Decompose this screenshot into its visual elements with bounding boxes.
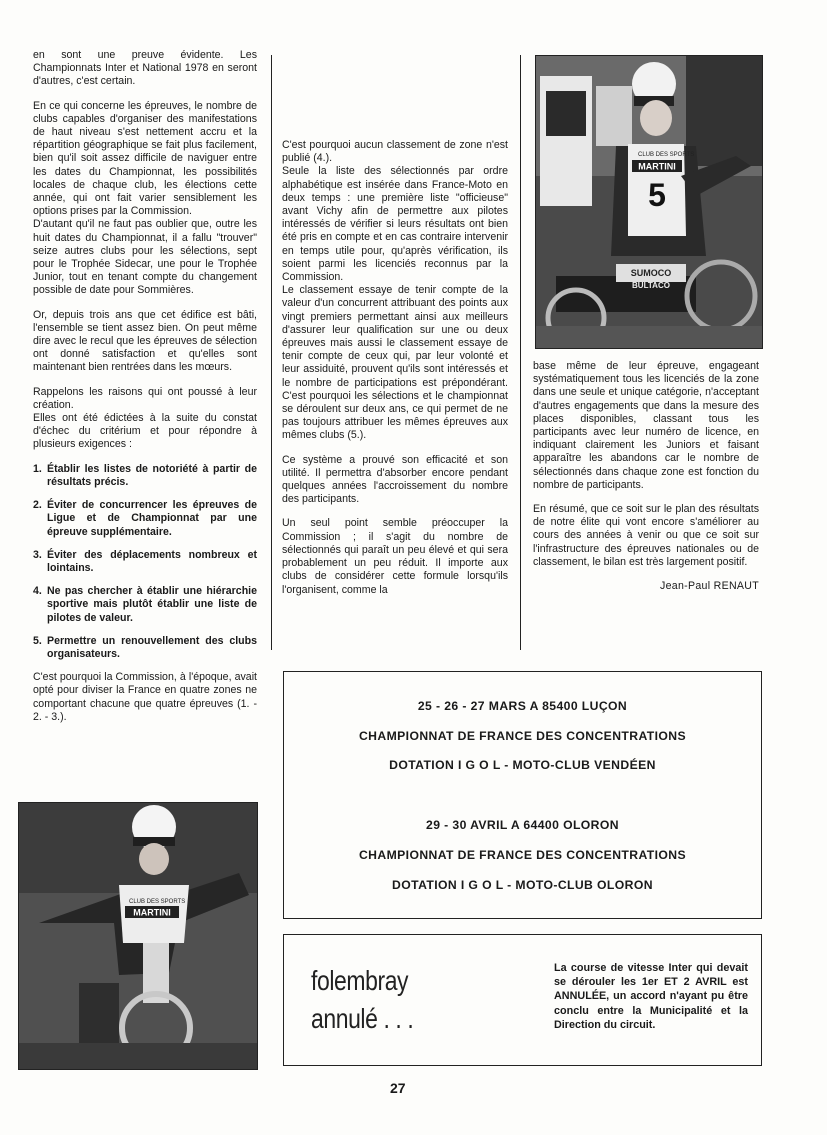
article-column-2 (282, 139, 508, 608)
paragraph: Or, depuis trois ans que cet édifice est bâti, l'ensemble se tient assez bien. On peut même dire avec le recul que les épreuves de sélection ont donné satisfaction et qu'elles sont maintenant bien rentrées dans les mœurs. (33, 308, 257, 374)
paragraph: Rappelons les raisons qui ont poussé à leur création. (33, 385, 257, 411)
events-box (283, 671, 762, 919)
page-number: 27 (390, 1080, 406, 1096)
list-item (33, 499, 257, 539)
paragraph: Ce système a prouvé son efficacité et son utilité. Il permettra d'absorber encore pendant quelques années l'accroissement du nombre des participants. (282, 453, 508, 506)
paragraph: base même de leur épreuve, engageant systématiquement tous les licenciés de la zone dans une seule et unique catégorie, n'acceptant d'autres engagements que dans la mesure des places disponibles, classant tous les participants avec leur numéro de licence, en indiquant clairement les Juniors et faisant apparaître les abandons car le nombre de sélectionnés dans chaque zone est fonction du nombre de participants. (533, 360, 759, 491)
list-text: Permettre un renouvellement des clubs organisateurs. (47, 634, 257, 660)
list-number: 5. (33, 634, 42, 647)
column-divider (271, 55, 272, 650)
photo-rider-with-bike (535, 55, 763, 349)
list-text: Ne pas chercher à établir une hiérarchie sportive mais plutôt établir une liste de pilotes de valeur. (47, 585, 257, 624)
event-1-dotation: DOTATION I G O L - MOTO-CLUB VENDÉEN (389, 758, 656, 772)
list-text: Éviter de concurrencer les épreuves de Ligue et de Championnat par une épreuve supplémentaire. (47, 499, 257, 538)
paragraph: En résumé, que ce soit sur le plan des résultats de notre élite qui vont encore s'améliorer au cours des années à venir ou que ce soit sur l'infrastructure des épreuves nationales ou de classement, le bilan est très largement positif. (533, 503, 759, 568)
event-2-date: 29 - 30 AVRIL A 64400 OLORON (426, 818, 619, 832)
bib-club-text: CLUB DES SPORTS (129, 899, 186, 905)
tank-brand-text: SUMOCO (630, 268, 672, 278)
notice-headline-line-1: folembray (311, 965, 409, 996)
event-1-title: CHAMPIONNAT DE FRANCE DES CONCENTRATIONS (358, 729, 686, 743)
list-item (33, 635, 257, 661)
list-item (33, 463, 257, 489)
article-column-1 (33, 49, 257, 735)
photo-rider-jumping (18, 802, 258, 1070)
event-1-date: 25 - 26 - 27 MARS A 85400 LUÇON (417, 699, 628, 713)
paragraph: D'autant qu'il ne faut pas oublier que, outre les huit dates du Championnat, il a fallu "trouver" seize autres clubs pour les sélections, sept pour le Trophée Sidecar, une pour le Trophée Junior, tout en tenant compte du changement possible de date pour Sommières. (33, 218, 257, 297)
author-signature: Jean-Paul RENAUT (659, 580, 759, 593)
list-text: Établir les listes de notoriété à partir de résultats précis. (47, 462, 257, 488)
requirements-list (33, 463, 257, 661)
paragraph: Seule la liste des sélectionnés par ordre alphabétique est insérée dans France-Moto en deux temps : une première liste "officieuse" avant Vichy afin de permettre aux pilotes intéressés de vérifier si leurs résultats ont bien été pris en compte et en cas contraire intervenir en temps utile pour, qu'après vérification, ils soient parmi les licenciés reconnus par la Commission. (282, 165, 508, 284)
list-number: 4. (33, 585, 42, 598)
paragraph: Un seul point semble préoccuper la Commission ; il s'agit du nombre de sélectionnés qui paraît un peu élevé et qui sera probablement un peu réduit. Il importe aux clubs de considérer cette formule lorsqu'ils l'organisent, comme la (282, 517, 508, 596)
bib-brand-text: MARTINI (133, 907, 171, 918)
paragraph: Elles ont été édictées à la suite du constat d'échec du critérium et pour répondre à plusieurs exigences : (33, 412, 257, 451)
article-column-3 (533, 360, 759, 593)
bib-club-text: CLUB DES SPORTS (638, 152, 695, 158)
list-number: 1. (33, 462, 42, 475)
list-number: 3. (33, 548, 42, 561)
paragraph: En ce qui concerne les épreuves, le nombre de clubs capables d'organiser des manifestations de haut niveau s'est nettement accru et la répartition géographique se fait plus facilement, bien qu'il soit assez difficile de naviguer entre les dates du Championnat, les possibilités locales de chaque club, les élections cette année, qui ont fait varier sensiblement les options prises par la Commission. (33, 99, 257, 218)
paragraph: en sont une preuve évidente. Les Championnats Inter et National 1978 en seront d'autres, c'est certain. (33, 49, 257, 88)
paragraph: C'est pourquoi la Commission, à l'époque, avait opté pour diviser la France en quatre zones ne comportant chacune que quatre épreuves (1. - 2. - 3.). (33, 671, 257, 723)
list-item (33, 585, 257, 625)
cancellation-notice-box (283, 934, 762, 1066)
paragraph: C'est pourquoi aucun classement de zone n'est publié (4.). (282, 139, 508, 165)
event-2-dotation: DOTATION I G O L - MOTO-CLUB OLORON (392, 878, 653, 892)
list-text: Éviter des déplacements nombreux et lointains. (47, 548, 257, 574)
list-item (33, 549, 257, 575)
bib-number: 5 (648, 177, 666, 213)
notice-text: La course de vitesse Inter qui devait se dérouler les 1er ET 2 AVRIL est ANNULÉE, un accord n'ayant pu être conclu entre la Municipalité et la Direction du circuit. (554, 962, 748, 1031)
list-number: 2. (33, 499, 42, 512)
paragraph: Le classement essaye de tenir compte de la valeur d'un concurrent attribuant des points aux vingt premiers permettant ainsi aux meilleurs d'assurer leur qualification sur une ou deux épreuves mais aussi le classement essaye de tenir compte de ceux qui, par leur volonté et leur assiduité, prouvent qu'ils sont intéressés et le nombre de participations est prépondérant. C'est pourquoi les sélections et le championnat se déroulent sur deux ans, ce qui permet de ne pas toujours attribuer les mêmes épreuves aux mêmes clubs (5.). (282, 284, 508, 442)
bike-brand-text: BULTACO (632, 281, 670, 290)
bib-brand-text: MARTINI (638, 161, 676, 172)
event-2-title: CHAMPIONNAT DE FRANCE DES CONCENTRATIONS (358, 848, 686, 862)
column-divider (520, 55, 521, 650)
notice-headline-line-2: annulé . . . (311, 1003, 414, 1034)
